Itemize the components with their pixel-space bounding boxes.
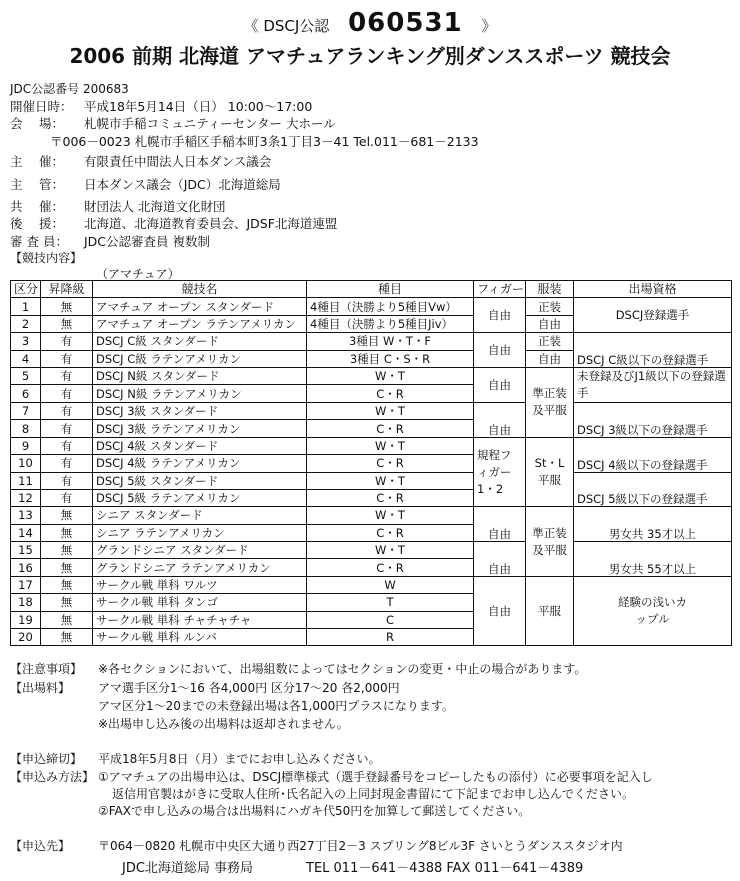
row-no: 2 bbox=[11, 315, 41, 332]
qualification-cell: DSCJ C級以下の登録選手 bbox=[574, 333, 732, 368]
code-suffix: 》 bbox=[481, 17, 497, 35]
row-rank: 有 bbox=[41, 367, 93, 385]
row-name: DSCJ C級 ラテンアメリカン bbox=[93, 350, 307, 367]
row-name: グランドシニア スタンダード bbox=[93, 542, 307, 559]
date-label: 開催日時： bbox=[10, 99, 73, 114]
row-name: DSCJ N級 ラテンアメリカン bbox=[93, 385, 307, 403]
method-line-2: 返信用官製はがきに受取人住所･氏名記入の上同封現金書留にて下記までお申し込んでください。 bbox=[112, 787, 635, 801]
fee-line-2: アマ区分1～20までの未登録出場は各1,000円プラスになります。 bbox=[98, 699, 454, 713]
page-title: 2006 前期 北海道 アマチュアランキング別ダンススポーツ 競技会 bbox=[69, 44, 671, 68]
date-value: 平成18年5月14日（日） 10:00～17:00 bbox=[84, 99, 313, 114]
manage-value: 日本ダンス議会（JDC）北海道総局 bbox=[84, 177, 281, 192]
support-value: 北海道、北海道教育委員会、JDSF北海道連盟 bbox=[84, 216, 338, 231]
deadline-label: 【申込締切】 bbox=[10, 752, 83, 766]
venue-address: 〒006－0023 札幌市手稲区手稲本町3条1丁目3－41 Tel.011－681－2133 bbox=[50, 134, 479, 149]
competition-table bbox=[10, 280, 732, 646]
table-row bbox=[11, 333, 732, 350]
qualification-cell: 男女共 35才以上 bbox=[574, 507, 732, 542]
deadline-text: 平成18年5月8日（月）までにお申し込みください。 bbox=[98, 752, 381, 766]
table-row bbox=[11, 402, 732, 419]
caution-label: 【注意事項】 bbox=[10, 662, 83, 676]
row-name: アマチュア オープン スタンダード bbox=[93, 298, 307, 315]
row-event: W bbox=[307, 576, 474, 593]
caution-text: ※各セクションにおいて、出場組数によってはセクションの変更・中止の場合があります。 bbox=[98, 662, 587, 676]
row-event: 3種目 W・T・F bbox=[307, 333, 474, 350]
row-no: 14 bbox=[11, 524, 41, 541]
row-no: 18 bbox=[11, 594, 41, 611]
row-no: 13 bbox=[11, 507, 41, 524]
manage-label: 主 管： bbox=[10, 177, 64, 192]
jdc-number: JDC公認番号 200683 bbox=[10, 82, 129, 96]
qualification-cell: 経験の浅いカップル bbox=[574, 576, 732, 646]
dress-cell: 自由 bbox=[526, 350, 574, 367]
qualification-cell: DSCJ登録選手 bbox=[574, 298, 732, 333]
header-qualification: 出場資格 bbox=[574, 281, 732, 298]
row-no: 3 bbox=[11, 333, 41, 350]
header-dress: 服装 bbox=[526, 281, 574, 298]
row-no: 6 bbox=[11, 385, 41, 403]
row-event: W・T bbox=[307, 367, 474, 385]
figure-cell: 自由 bbox=[474, 367, 526, 402]
row-name: DSCJ 5級 ラテンアメリカン bbox=[93, 489, 307, 506]
destination-tel: TEL 011－641－4388 FAX 011－641－4389 bbox=[306, 861, 584, 876]
qualification-cell: 未登録及びJ1級以下の登録選手 bbox=[574, 367, 732, 402]
figure-cell: 自由 bbox=[474, 542, 526, 577]
row-rank: 有 bbox=[41, 402, 93, 419]
method-label: 【申込み方法】 bbox=[10, 770, 95, 784]
row-rank: 無 bbox=[41, 629, 93, 646]
row-rank: 無 bbox=[41, 611, 93, 628]
figure-cell: 自由 bbox=[474, 298, 526, 333]
row-event: C・R bbox=[307, 455, 474, 472]
row-no: 5 bbox=[11, 367, 41, 385]
host-label: 主 催： bbox=[10, 154, 64, 169]
figure-cell: 自由 bbox=[474, 333, 526, 368]
row-event: C・R bbox=[307, 420, 474, 437]
row-rank: 有 bbox=[41, 489, 93, 506]
row-rank: 無 bbox=[41, 524, 93, 541]
row-no: 16 bbox=[11, 559, 41, 576]
row-event: 3種目 C・S・R bbox=[307, 350, 474, 367]
certification-code bbox=[0, 8, 740, 38]
row-event: W・T bbox=[307, 542, 474, 559]
row-event: T bbox=[307, 594, 474, 611]
row-rank: 有 bbox=[41, 472, 93, 489]
figure-cell: 自由 bbox=[474, 507, 526, 542]
row-no: 19 bbox=[11, 611, 41, 628]
cohost-value: 財団法人 北海道文化財団 bbox=[84, 199, 226, 214]
destination-label: 【申込先】 bbox=[10, 839, 71, 853]
row-rank: 有 bbox=[41, 333, 93, 350]
qualification-cell: DSCJ 3級以下の登録選手 bbox=[574, 402, 732, 437]
table-row bbox=[11, 576, 732, 593]
table-row bbox=[11, 472, 732, 489]
row-rank: 無 bbox=[41, 559, 93, 576]
support-label: 後 援： bbox=[10, 216, 64, 231]
destination-address: 〒064－0820 札幌市中央区大通り西27丁目2－3 スプリング8ビル3F さいとうダンススタジオ内 bbox=[98, 839, 623, 853]
row-name: DSCJ 4級 ラテンアメリカン bbox=[93, 455, 307, 472]
judge-label: 審 査 員： bbox=[10, 234, 68, 249]
dress-cell: 準正装及平服 bbox=[526, 367, 574, 437]
row-name: DSCJ C級 スタンダード bbox=[93, 333, 307, 350]
row-event: C・R bbox=[307, 489, 474, 506]
cohost-label: 共 催： bbox=[10, 199, 64, 214]
row-name: サークル戦 単科 タンゴ bbox=[93, 594, 307, 611]
venue-value: 札幌市手稲コミュニティーセンター 大ホール bbox=[84, 116, 336, 131]
header-event: 種目 bbox=[307, 281, 474, 298]
dress-cell: 自由 bbox=[526, 315, 574, 332]
row-no: 10 bbox=[11, 455, 41, 472]
row-no: 15 bbox=[11, 542, 41, 559]
row-rank: 有 bbox=[41, 420, 93, 437]
row-no: 4 bbox=[11, 350, 41, 367]
code-number: 060531 bbox=[348, 8, 463, 38]
header-category: 区分 bbox=[11, 281, 41, 298]
row-rank: 有 bbox=[41, 350, 93, 367]
row-name: DSCJ 3級 スタンダード bbox=[93, 402, 307, 419]
figure-cell: 自由 bbox=[474, 402, 526, 437]
row-no: 8 bbox=[11, 420, 41, 437]
row-event: W・T bbox=[307, 507, 474, 524]
dress-cell: St・L平服 bbox=[526, 437, 574, 507]
code-prefix: 《 DSCJ公認 bbox=[243, 17, 330, 35]
table-row bbox=[11, 367, 732, 385]
row-name: DSCJ N級 スタンダード bbox=[93, 367, 307, 385]
row-event: C・R bbox=[307, 385, 474, 403]
row-no: 12 bbox=[11, 489, 41, 506]
row-rank: 無 bbox=[41, 594, 93, 611]
row-rank: 無 bbox=[41, 542, 93, 559]
qualification-cell: 男女共 55才以上 bbox=[574, 542, 732, 577]
row-rank: 有 bbox=[41, 455, 93, 472]
qualification-cell: DSCJ 4級以下の登録選手 bbox=[574, 437, 732, 472]
venue-label: 会 場： bbox=[10, 116, 64, 131]
row-event: W・T bbox=[307, 402, 474, 419]
row-event: C・R bbox=[307, 559, 474, 576]
amateur-label: （アマチュア） bbox=[96, 267, 180, 281]
row-event: W・T bbox=[307, 472, 474, 489]
row-event: 4種目（決勝より5種目Vw） bbox=[307, 298, 474, 315]
row-event: 4種目（決勝より5種目Jiv） bbox=[307, 315, 474, 332]
row-rank: 無 bbox=[41, 507, 93, 524]
row-event: W・T bbox=[307, 437, 474, 454]
dress-cell: 準正装及平服 bbox=[526, 507, 574, 577]
header-figure: フィガー bbox=[474, 281, 526, 298]
table-row bbox=[11, 298, 732, 315]
row-name: サークル戦 単科 ルンバ bbox=[93, 629, 307, 646]
fee-label: 【出場料】 bbox=[10, 681, 71, 695]
row-name: DSCJ 5級 スタンダード bbox=[93, 472, 307, 489]
row-name: サークル戦 単科 チャチャチャ bbox=[93, 611, 307, 628]
row-name: サークル戦 単科 ワルツ bbox=[93, 576, 307, 593]
row-name: DSCJ 3級 ラテンアメリカン bbox=[93, 420, 307, 437]
row-no: 20 bbox=[11, 629, 41, 646]
row-no: 7 bbox=[11, 402, 41, 419]
judge-value: JDC公認審査員 複数制 bbox=[84, 234, 211, 249]
destination-office: JDC北海道総局 事務局 bbox=[122, 861, 254, 876]
table-row bbox=[11, 437, 732, 454]
dress-cell: 平服 bbox=[526, 576, 574, 646]
row-name: シニア スタンダード bbox=[93, 507, 307, 524]
contents-label: 【競技内容】 bbox=[10, 251, 83, 265]
row-no: 17 bbox=[11, 576, 41, 593]
method-line-3: ②FAXで申し込みの場合は出場料にハガキ代50円を加算して郵送してください。 bbox=[98, 804, 531, 818]
fee-line-3: ※出場申し込み後の出場料は返却されません。 bbox=[98, 717, 349, 731]
fee-line-1: アマ選手区分1～16 各4,000円 区分17～20 各2,000円 bbox=[98, 681, 400, 695]
row-name: グランドシニア ラテンアメリカン bbox=[93, 559, 307, 576]
row-rank: 有 bbox=[41, 437, 93, 454]
header-competition: 競技名 bbox=[93, 281, 307, 298]
method-line-1: ①アマチュアの出場申込は、DSCJ標準様式（選手登録番号をコピーしたもの添付）に必要事項を記入し bbox=[98, 770, 653, 784]
row-event: C・R bbox=[307, 524, 474, 541]
host-value: 有限責任中間法人日本ダンス議会 bbox=[84, 154, 272, 169]
figure-cell: 規程フィガー1・2 bbox=[474, 437, 526, 507]
qualification-cell: DSCJ 5級以下の登録選手 bbox=[574, 472, 732, 507]
row-rank: 有 bbox=[41, 385, 93, 403]
row-rank: 無 bbox=[41, 315, 93, 332]
header-promotion: 昇降級 bbox=[41, 281, 93, 298]
row-name: アマチュア オープン ラテンアメリカン bbox=[93, 315, 307, 332]
row-event: R bbox=[307, 629, 474, 646]
figure-cell: 自由 bbox=[474, 576, 526, 646]
row-name: シニア ラテンアメリカン bbox=[93, 524, 307, 541]
table-row bbox=[11, 507, 732, 524]
table-header-row bbox=[11, 281, 732, 298]
row-no: 9 bbox=[11, 437, 41, 454]
row-no: 1 bbox=[11, 298, 41, 315]
row-name: DSCJ 4級 スタンダード bbox=[93, 437, 307, 454]
table-row bbox=[11, 542, 732, 559]
row-event: C bbox=[307, 611, 474, 628]
dress-cell: 正装 bbox=[526, 333, 574, 350]
dress-cell: 正装 bbox=[526, 298, 574, 315]
row-rank: 無 bbox=[41, 576, 93, 593]
row-no: 11 bbox=[11, 472, 41, 489]
row-rank: 無 bbox=[41, 298, 93, 315]
